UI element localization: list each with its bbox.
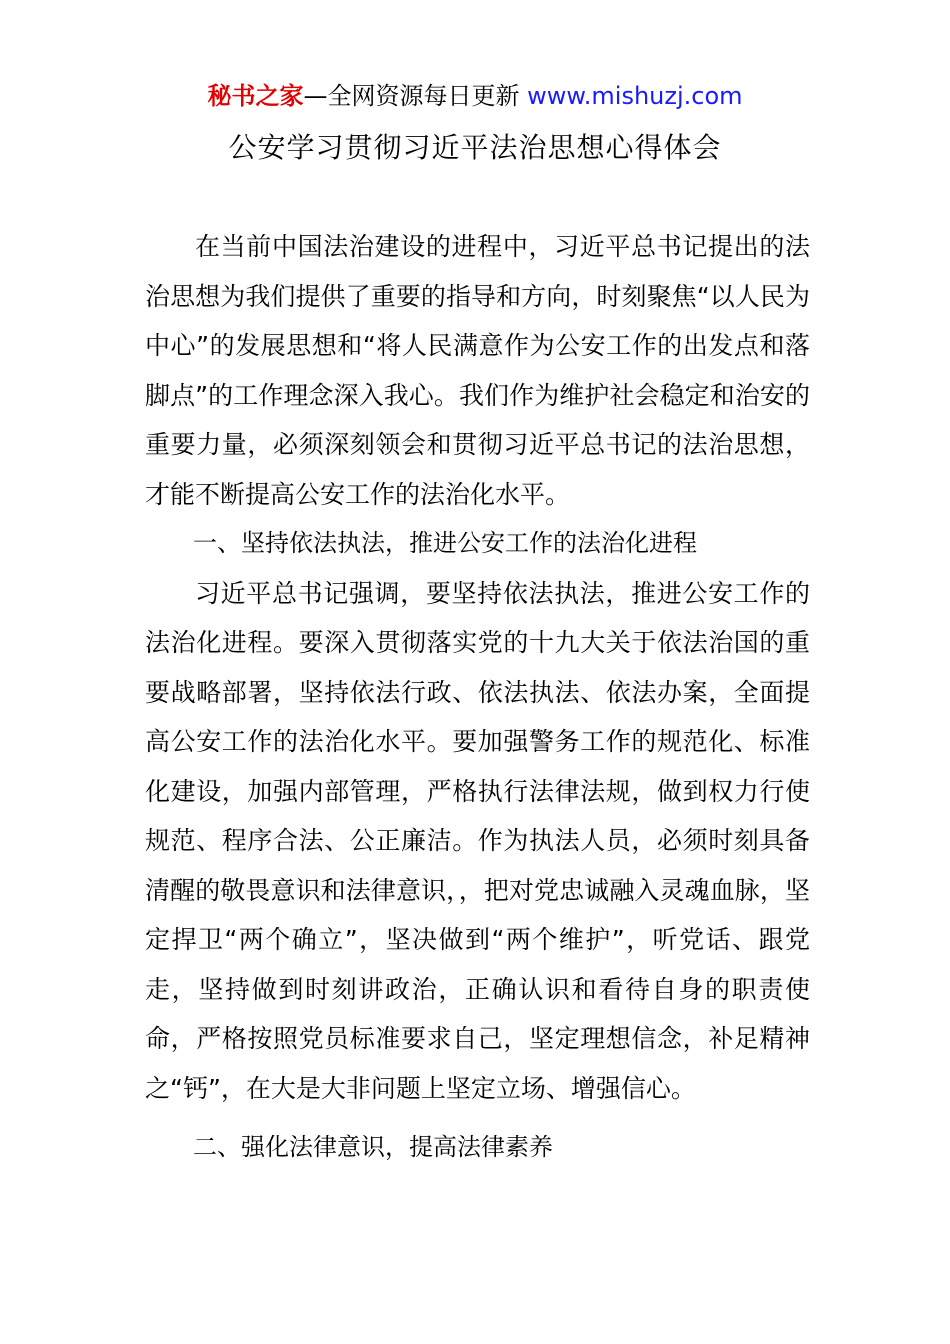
site-header (0, 80, 950, 112)
paragraph-intro: 在当前中国法治建设的进程中，习近平总书记提出的法治思想为我们提供了重要的指导和方向，时刻聚焦“以人民为中心”的发展思想和“将人民满意作为公安工作的出发点和落脚点”的工作理念深入我心。我们作为维护社会稳定和治安的重要力量，必须深刻领会和贯彻习近平总书记的法治思想，才能不断提高公安工作的法治化水平。 (145, 232, 810, 509)
section-heading-1: 一、坚持依法执法，推进公安工作的法治化进程 (193, 529, 697, 557)
paragraph-section-1: 习近平总书记强调，要坚持依法执法，推进公安工作的法治化进程。要深入贯彻落实党的十九大关于依法治国的重要战略部署，坚持依法行政、依法执法、依法办案，全面提高公安工作的法治化水平。要加强警务工作的规范化、标准化建设，加强内部管理，严格执行法律法规，做到权力行使规范、程序合法、公正廉洁。作为执法人员，必须时刻具备清醒的敬畏意识和法律意识，，把对党忠诚融入灵魂血脉，坚定捍卫“两个确立”，坚决做到“两个维护”，听党话、跟党走，坚持做到时刻讲政治，正确认识和看待自身的职责使命，严格按照党员标准要求自己，坚定理想信念，补足精神之“钙”，在大是大非问题上坚定立场、增强信心。 (145, 578, 810, 1103)
document-title: 公安学习贯彻习近平法治思想心得体会 (228, 131, 722, 164)
section-heading-2: 二、强化法律意识，提高法律素养 (193, 1133, 553, 1161)
header-tagline: —全网资源每日更新 (303, 82, 520, 110)
document-body (145, 222, 810, 1173)
site-url-link[interactable]: www.mishuzj.com (527, 82, 743, 110)
brand-name: 秘书之家 (207, 82, 304, 110)
